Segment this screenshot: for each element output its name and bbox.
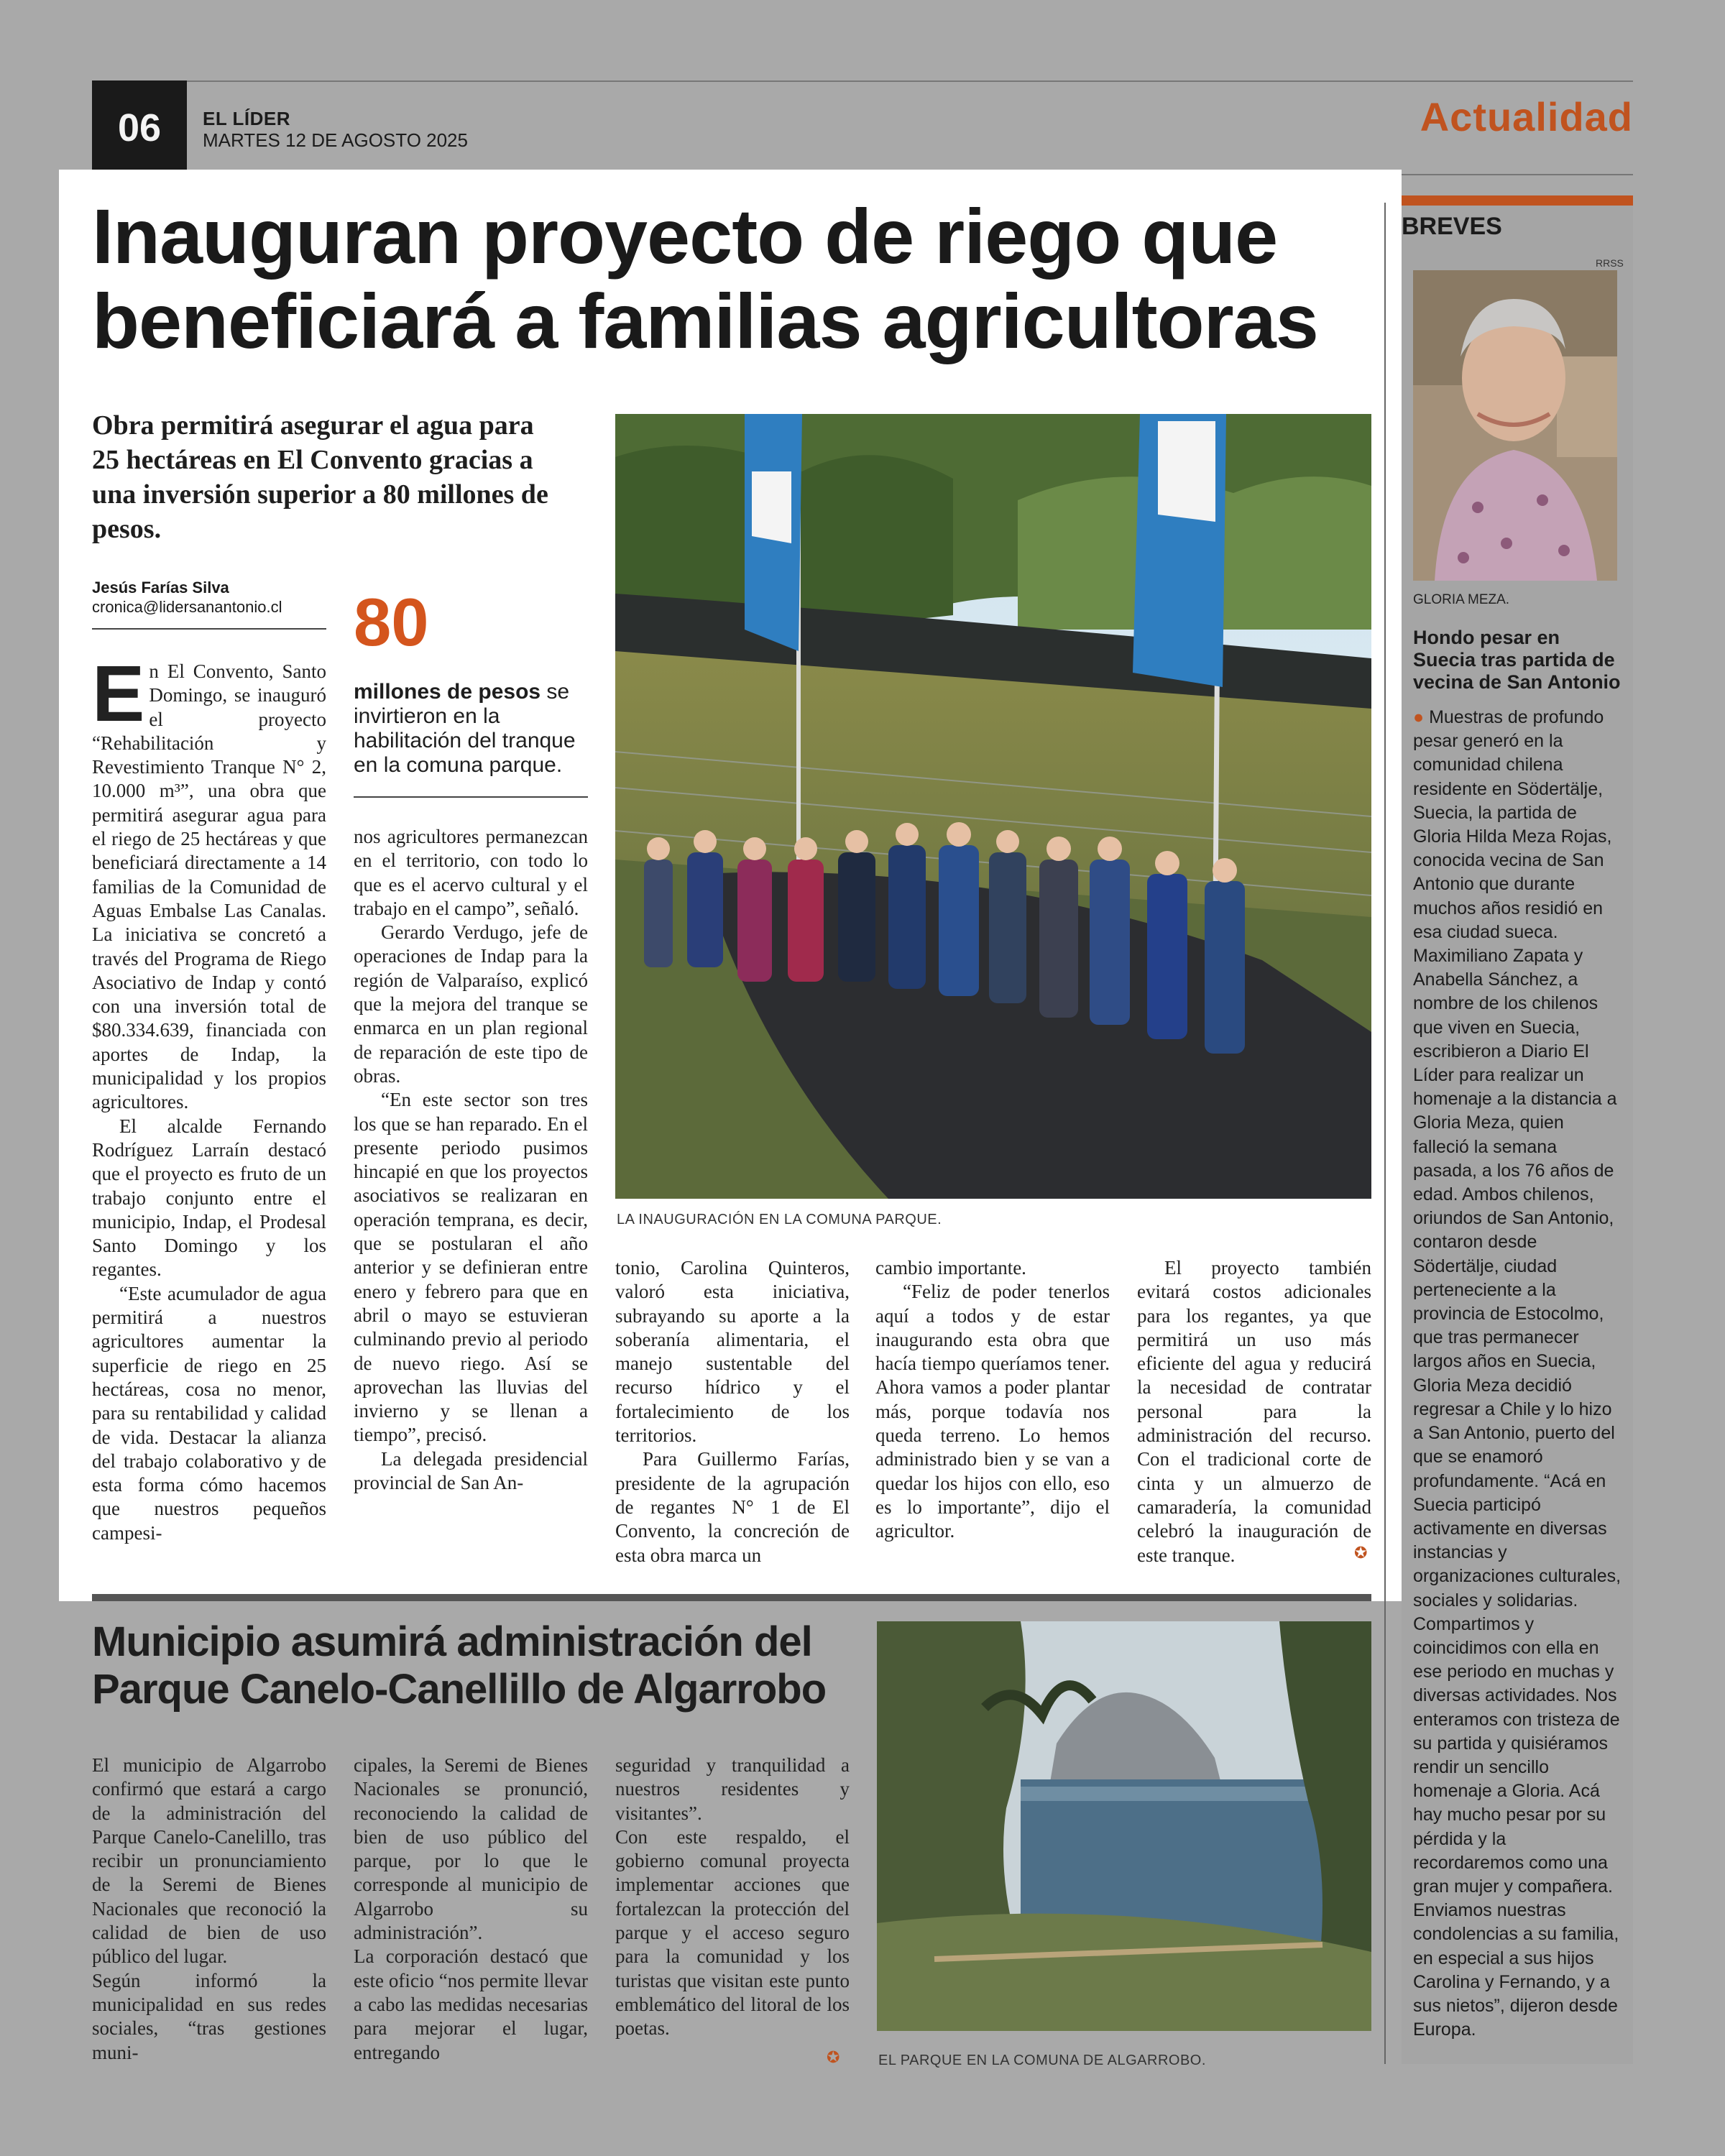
bottom-col3-p1: seguridad y tranquilidad a nuestros residentes y visitantes”. [615, 1754, 850, 1824]
bottom-col2-p2: La corporación destacó que este oficio “nos permite llevar a cabo las medidas necesarias para mejorar el lugar, entregando [354, 1945, 588, 2063]
dropcap: E [92, 650, 145, 738]
bottom-end-mark-icon: ✪ [827, 2048, 840, 2066]
bottom-col-2 [354, 1754, 588, 2065]
main-col1-p2: El alcalde Fernando Rodríguez Larraín destacó que el proyecto es fruto de un trabajo conjunto entre el municipio, Indap, el Prodesal Santo Domingo y los regantes. [92, 1115, 326, 1281]
main-col1-p1: n El Convento, Santo Domingo, se inauguró el proyecto “Rehabilitación y Revestimiento Tranque N° 2, 10.000 m³”, una obra que permitirá asegurar agua para el riego de 25 hectáreas y que beneficiará directamente a 14 familias de la Comunidad de Aguas Embalse Las Canalas. La iniciativa se concretó a través del Programa de Riego Asociativo de Indap y contó con una inversión total de $80.334.639, financiada con aportes de Indap, la municipalidad y los propios agricultores. [92, 660, 326, 1113]
page-number: 06 [92, 80, 187, 175]
park-photo-caption: EL PARQUE EN LA COMUNA DE ALGARROBO. [878, 2053, 1206, 2068]
main-deck: Obra permitirá asegurar el agua para 25 hectáreas en El Convento gracias a una inversión superior a 80 millones de pesos. [92, 410, 548, 544]
bullet-icon: ● [1413, 707, 1425, 727]
end-mark-icon: ✪ [1354, 1544, 1368, 1562]
main-col2-p4: La delegada presidencial provincial de San An- [354, 1447, 588, 1494]
main-col2-p3: “En este sector son tres los que se han reparado. En el presente periodo pusimos hincapié en que los proyectos asociativos se realizaran en operación temprana, es decir, que se postularan el año anterior y se definieran entre enero y febrero para que en abril o mayo se estuvieran culminando previo al periodo de nuevo riego. Así se aprovechan las lluvias del invierno y se llenan a tiempo”, precisó. [354, 1089, 588, 1446]
photo-credit: RRSS [1596, 257, 1624, 269]
paper-date: MARTES 12 DE AGOSTO 2025 [203, 129, 468, 151]
bottom-col3-p2: Con este respaldo, el gobierno comunal proyecta implementar acciones que fortalezcan la protección del parque y el acceso seguro para la comunidad y los turistas que visitan este punto emblemático del litoral de los poetas. [615, 1825, 850, 2040]
section-rule [1402, 174, 1633, 175]
gloria-meza-photo [1413, 270, 1617, 581]
sidebar-headline: Hondo pesar en Suecia tras partida de vecina de San Antonio [1413, 627, 1621, 693]
sidebar-column-rule [1384, 203, 1386, 2064]
bottom-col1-p1: El municipio de Algarrobo confirmó que estará a cargo de la administración del Parque Canelo-Canelillo, tras recibir un pronunciamiento de la Seremi de Bienes Nacionales que reconoció la calidad de bien de uso público del lugar. [92, 1754, 326, 1968]
main-col-4 [875, 1256, 1110, 1544]
stat-bold: millones de pesos [354, 680, 541, 704]
inauguration-photo [615, 414, 1371, 1199]
photo-caption: LA INAUGURACIÓN EN LA COMUNA PARQUE. [617, 1212, 942, 1227]
bottom-col-1 [92, 1754, 326, 2065]
stat-rest: se invirtieron en la habilitación del tranque en la comuna parque. [354, 680, 576, 777]
bottom-article-rule [92, 1594, 1371, 1601]
main-col1-p3: “Este acumulador de agua permitirá a nuestros agricultores aumentar la superficie de riego en 25 hectáreas, cosa no menor, para su rentabilidad y calidad de vida. Destacar la alianza del trabajo colaborativo y de esta forma cómo hacemos que nuestros pequeños campesi- [92, 1282, 326, 1544]
main-col-2 [354, 825, 588, 1495]
main-col5-p1: El proyecto también evitará costos adicionales para los regantes, ya que permitirá un uso más eficiente del agua y reducirá la necesidad de contratar personal para la administración del recurso. Con el tradicional corte de cinta y un almuerzo de camaradería, la comunidad celebró la inauguración de este tranque. [1137, 1257, 1371, 1566]
bottom-col2-p1: cipales, la Seremi de Bienes Nacionales se pronunció, reconociendo la calidad de bien de uso público del parque, por lo que le corresponde al municipio de Algarrobo su administración”. [354, 1754, 588, 1944]
sidebar-photo-caption: GLORIA MEZA. [1413, 592, 1510, 607]
main-col-3 [615, 1256, 850, 1567]
main-col-5 [1137, 1256, 1371, 1567]
main-col3-p2: Para Guillermo Farías, presidente de la agrupación de regantes N° 1 de El Convento, la concreción de esta obra marca un [615, 1448, 850, 1566]
stat-number: 80 [354, 584, 429, 660]
sidebar-heading: BREVES [1402, 213, 1502, 240]
main-col4-p2: “Feliz de poder tenerlos aquí a todos y de estar inaugurando esta obra que hacía tiempo queríamos tener. Ahora vamos a poder plantar más, porque todavía nos queda terreno. Lo hemos administrado bien y se van a quedar los hijos con ello, eso es lo importante”, dijo el agricultor. [875, 1281, 1110, 1542]
sidebar-accent-rule [1402, 195, 1633, 206]
bottom-col1-p2: Según informó la municipalidad en sus redes sociales, “tras gestiones muni- [92, 1969, 326, 2063]
stat-rule [354, 796, 588, 798]
section-label: Actualidad [1420, 94, 1633, 139]
header-rule [92, 80, 1633, 82]
sidebar-body-text: Muestras de profundo pesar generó en la comunidad chilena residente en Södertälje, Suecia, la partida de Gloria Hilda Meza Rojas, conocida vecina de San Antonio que durante muchos años residió en esa ciudad sueca. Maximiliano Zapata y Anabella Sánchez, a nombre de los chilenos que viven en Suecia, escribieron a Diario El Líder para realizar un homenaje a la distancia a Gloria Meza, quien falleció la semana pasada, a los 76 años de edad. Ambos chilenos, oriundos de San Antonio, contaron desde Södertälje, ciudad perteneciente a la provincia de Estocolmo, que tras permanecer largos años en Suecia, Gloria Meza decidió regresar a Chile y lo hizo a San Antonio, puerto del que se enamoró profundamente. “Acá en Suecia participó activamente en diversas instancias y organizaciones culturales, sociales y solidarias. Compartimos y coincidimos con ella en ese periodo en muchas y diversas actividades. Nos enteramos con tristeza de su partida y quisiéramos rendir un sencillo homenaje a Gloria. Acá hay mucho pesar por su pérdida y la recordaremos como una gran mujer y compañera. Enviamos nuestras condolencias a su familia, en especial a sus hijos Carolina y Fernando, y a sus nietos”, dijeron desde Europa. [1413, 707, 1622, 2040]
byline-rule [92, 628, 326, 630]
park-photo [877, 1621, 1371, 2031]
main-col2-p2: Gerardo Verdugo, jefe de operaciones de Indap para la región de Valparaíso, explicó que la mejora del tranque se enmarca en un plan regional de reparación de este tipo de obras. [354, 921, 588, 1087]
byline-email: cronica@lidersanantonio.cl [92, 598, 282, 616]
bottom-headline: Municipio asumirá administración del Parque Canelo-Canellillo de Algarrobo [92, 1618, 827, 1713]
bottom-col-3 [615, 1754, 850, 2041]
sidebar-body [1413, 706, 1622, 2042]
byline-author: Jesús Farías Silva [92, 579, 229, 596]
stat-text [354, 680, 588, 778]
main-col2-p1: nos agricultores permanezcan en el territorio, con todo lo que es el acervo cultural y el trabajo en el campo”, señaló. [354, 826, 588, 919]
main-headline: Inauguran proyecto de riego que beneficiará a familias agricultoras [92, 193, 1318, 364]
main-col3-p1: tonio, Carolina Quinteros, valoró esta iniciativa, subrayando su aporte a la soberanía alimentaria, el manejo sustentable del recurso hídrico y el fortalecimiento de los territorios. [615, 1257, 850, 1447]
paper-name: EL LÍDER [203, 108, 290, 129]
main-col-1 [92, 650, 326, 1545]
main-col4-p1: cambio importante. [875, 1257, 1026, 1279]
